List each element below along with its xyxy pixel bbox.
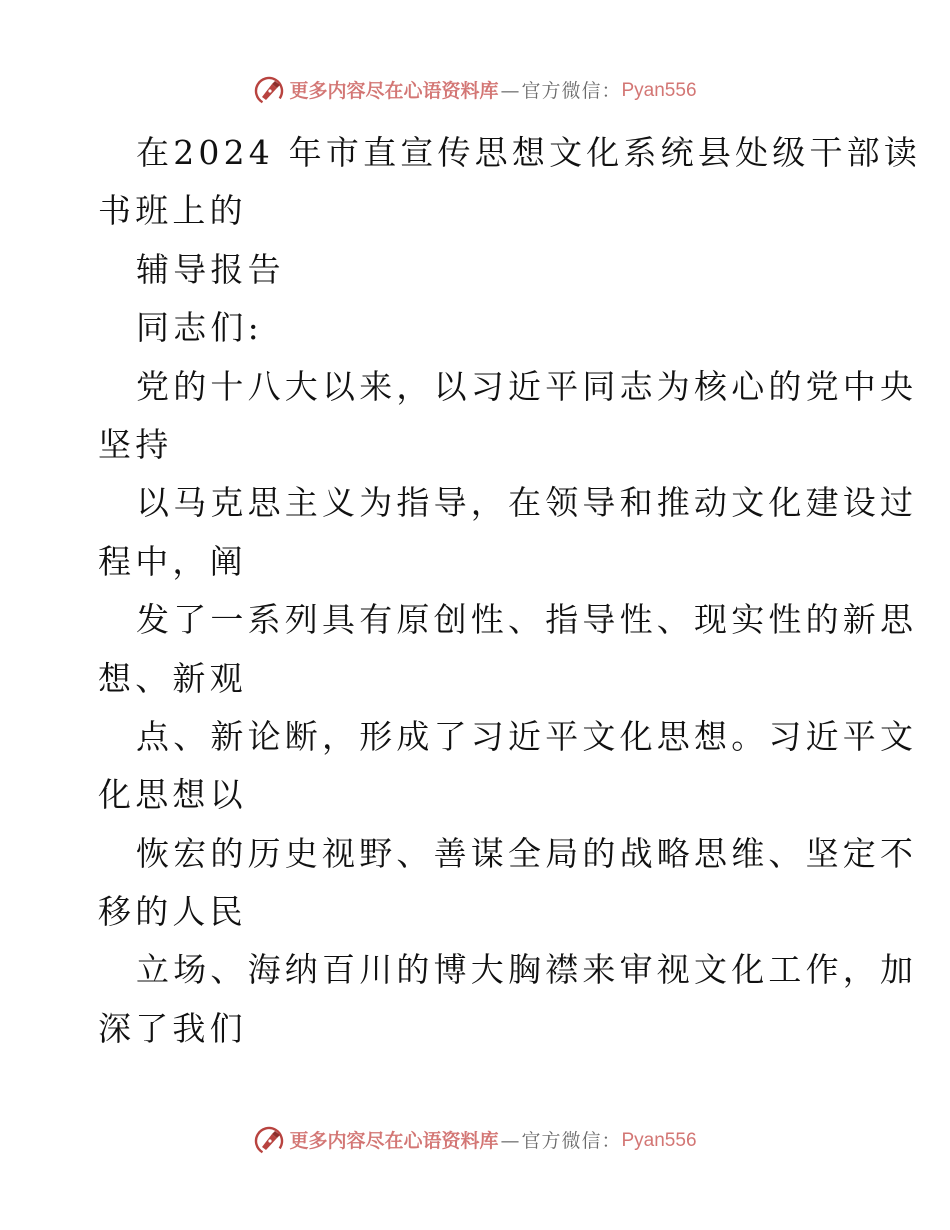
text-line-2: 书班上的: [98, 191, 247, 231]
text-line-13: 恢宏的历史视野、善谋全局的战略思维、坚定不: [136, 833, 918, 873]
watermark-wechat-id: Pyan556: [621, 80, 697, 101]
text-line-5: 党的十八大以来，以习近平同志为核心的党中央: [136, 366, 918, 406]
text-line-8: 程中，阐: [98, 541, 247, 581]
text-line-15: 立场、海纳百川的博大胸襟来审视文化工作，加: [136, 950, 918, 990]
text-line-10: 想、新观: [98, 658, 247, 698]
text-line-14: 移的人民: [98, 892, 247, 932]
footer-watermark-banner: [0, 1125, 950, 1157]
watermark-dash: —: [500, 1130, 520, 1152]
text-line-12: 化思想以: [98, 775, 247, 815]
pen-nib-logo-icon: [253, 1125, 285, 1157]
watermark-wechat-label: 官方微信：: [521, 80, 622, 102]
watermark-dash: —: [500, 80, 520, 102]
text-line-4: 同志们:: [136, 308, 263, 348]
watermark-main-text: 更多内容尽在心语资料库: [289, 80, 499, 102]
text-line-3: 辅导报告: [136, 249, 285, 289]
pen-nib-logo-icon: [253, 75, 285, 107]
text-line-6: 坚持: [98, 424, 173, 464]
watermark-wechat-id: Pyan556: [621, 1130, 697, 1151]
text-line-9: 发了一系列具有原创性、指导性、现实性的新思: [136, 600, 918, 640]
document-body: [98, 124, 922, 1058]
watermark-main-text: 更多内容尽在心语资料库: [289, 1130, 499, 1152]
text-line-7: 以马克思主义为指导，在领导和推动文化建设过: [136, 483, 918, 523]
text-line-16: 深了我们: [98, 1008, 247, 1048]
text-line-11: 点、新论断，形成了习近平文化思想。习近平文: [136, 716, 918, 756]
text-line-1: 在2024 年市直宣传思想文化系统县处级干部读: [136, 133, 922, 172]
header-watermark-banner: [0, 75, 950, 107]
watermark-wechat-label: 官方微信：: [521, 1130, 622, 1152]
